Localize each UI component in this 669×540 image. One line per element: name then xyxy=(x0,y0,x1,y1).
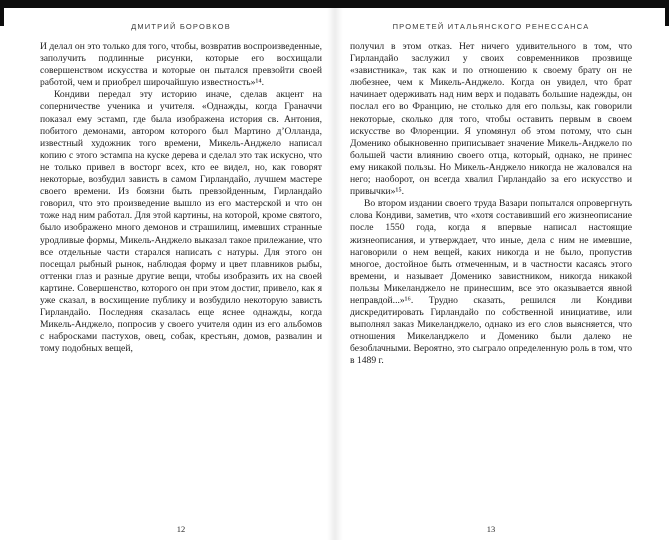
paragraph: получил в этом отказ. Нет ничего удивительного в том, что Гирландайо заслужил у своих современников прозвище «завистника», так как и по отношению к своему брату он не любезнее, чем к Микель-Анджело. Когда он увидел, что брат начинает одерживать над ним верх и подавать большие надежды, он послал его во Францию, не столько для его пользы, как говорили некоторые, сколько для того, чтобы оставить первым в своем искусстве во Флоренции. Я упомянул об этом потому, что сын Доменико обыкновенно приписывает значение Микель-Анджело по большей части влиянию своего отца, который, однако, не принес ему никакой пользы. Но Микель-Анджело никогда не жаловался на него; наоборот, он всегда хвалил Гирландайо за его искусство и привычки»¹⁵. xyxy=(350,41,632,198)
spine-shadow xyxy=(327,8,343,540)
page-left-body xyxy=(40,41,322,519)
running-header-author: ДМИТРИЙ БОРОВКОВ xyxy=(131,22,231,31)
scan-edge-top xyxy=(0,0,669,8)
page-right-body xyxy=(350,41,632,519)
scan-edge-right xyxy=(665,0,669,26)
running-header-title: ПРОМЕТЕЙ ИТАЛЬЯНСКОГО РЕНЕССАНСА xyxy=(392,22,590,31)
paragraph: И делал он это только для того, чтобы, возвратив воспроизведенные, заполучить подлинные рисунки, которые его восхищали совершенством искусства и которые он пытался превзойти своей работой, чем и приобрел широчайшую известность»¹⁴. xyxy=(40,41,322,89)
scan-edge-left xyxy=(0,0,4,26)
page-left xyxy=(40,8,322,540)
paragraph: Кондиви передал эту историю иначе, сделав акцент на соперничестве ученика и учителя. «Однажды, когда Граначчи показал ему эстамп, где была изображена история св. Антония, побитого демонами, автором которого был Мартино д’Олланда, известный художник того времени, Микель-Анджело написал копию с этого эстампа на куске дерева и сделал это так искусно, что не только привел в восторг всех, кто ее видел, но, как говорят некоторые, возбудил зависть в самом Гирландайо, лучшем мастере своего времени. Из боязни быть превзойденным, Гирландайо говорил, что это произведение вышло из его мастерской и что он тоже над ним работал. Для этой картины, на которой, кроме святого, было изображено много демонов и страшилищ, имевших странные уродливые формы, Микель-Анджело выказал такое прилежание, что все отдельные части старался написать с натуры. Для этого он посещал рыбный рынок, наблюдая форму и цвет плавников рыбы, оттенки глаз и разные другие вещи, чтобы изобразить их на своей картине. Совершенство, которого он при этом достиг, привело, как я уже сказал, в восхищение публику и возбудило некоторую зависть Гирландайо. Последняя сказалась еще яснее однажды, когда Микель-Анджело, попросив у своего учителя один из его альбомов с набросками пастухов, овец, собак, крестьян, домов, развалин и тому подобных вещей, xyxy=(40,89,322,355)
paragraph: Во втором издании своего труда Вазари попытался опровергнуть слова Кондиви, заметив, что «хотя составивший его жизнеописание после 1550 года, когда я впервые написал настоящие жизнеописания, и утверждает, что иные, дела с ним не имевшие, наговорили о нем вещей, каких никогда и не было, пропустив многое, достойное быть отмеченным, и в частности касаясь этого времени, и называет Доменико завистником, никогда никакой пользы Микеланджело не принесшим, все это оказывается явной неправдой...»¹⁶. Трудно сказать, решился ли Кондиви дискредитировать Гирландайо по собственной инициативе, или выполнял заказ Микеланджело, однако из его слов выясняется, что отношения Микеланджело и Доменико были далеко не безоблачными. Вероятно, это сыграло определенную роль в том, что в 1489 г. xyxy=(350,198,632,367)
page-number-left: 12 xyxy=(176,524,186,534)
page-right xyxy=(350,8,632,540)
page-number-right: 13 xyxy=(486,524,496,534)
